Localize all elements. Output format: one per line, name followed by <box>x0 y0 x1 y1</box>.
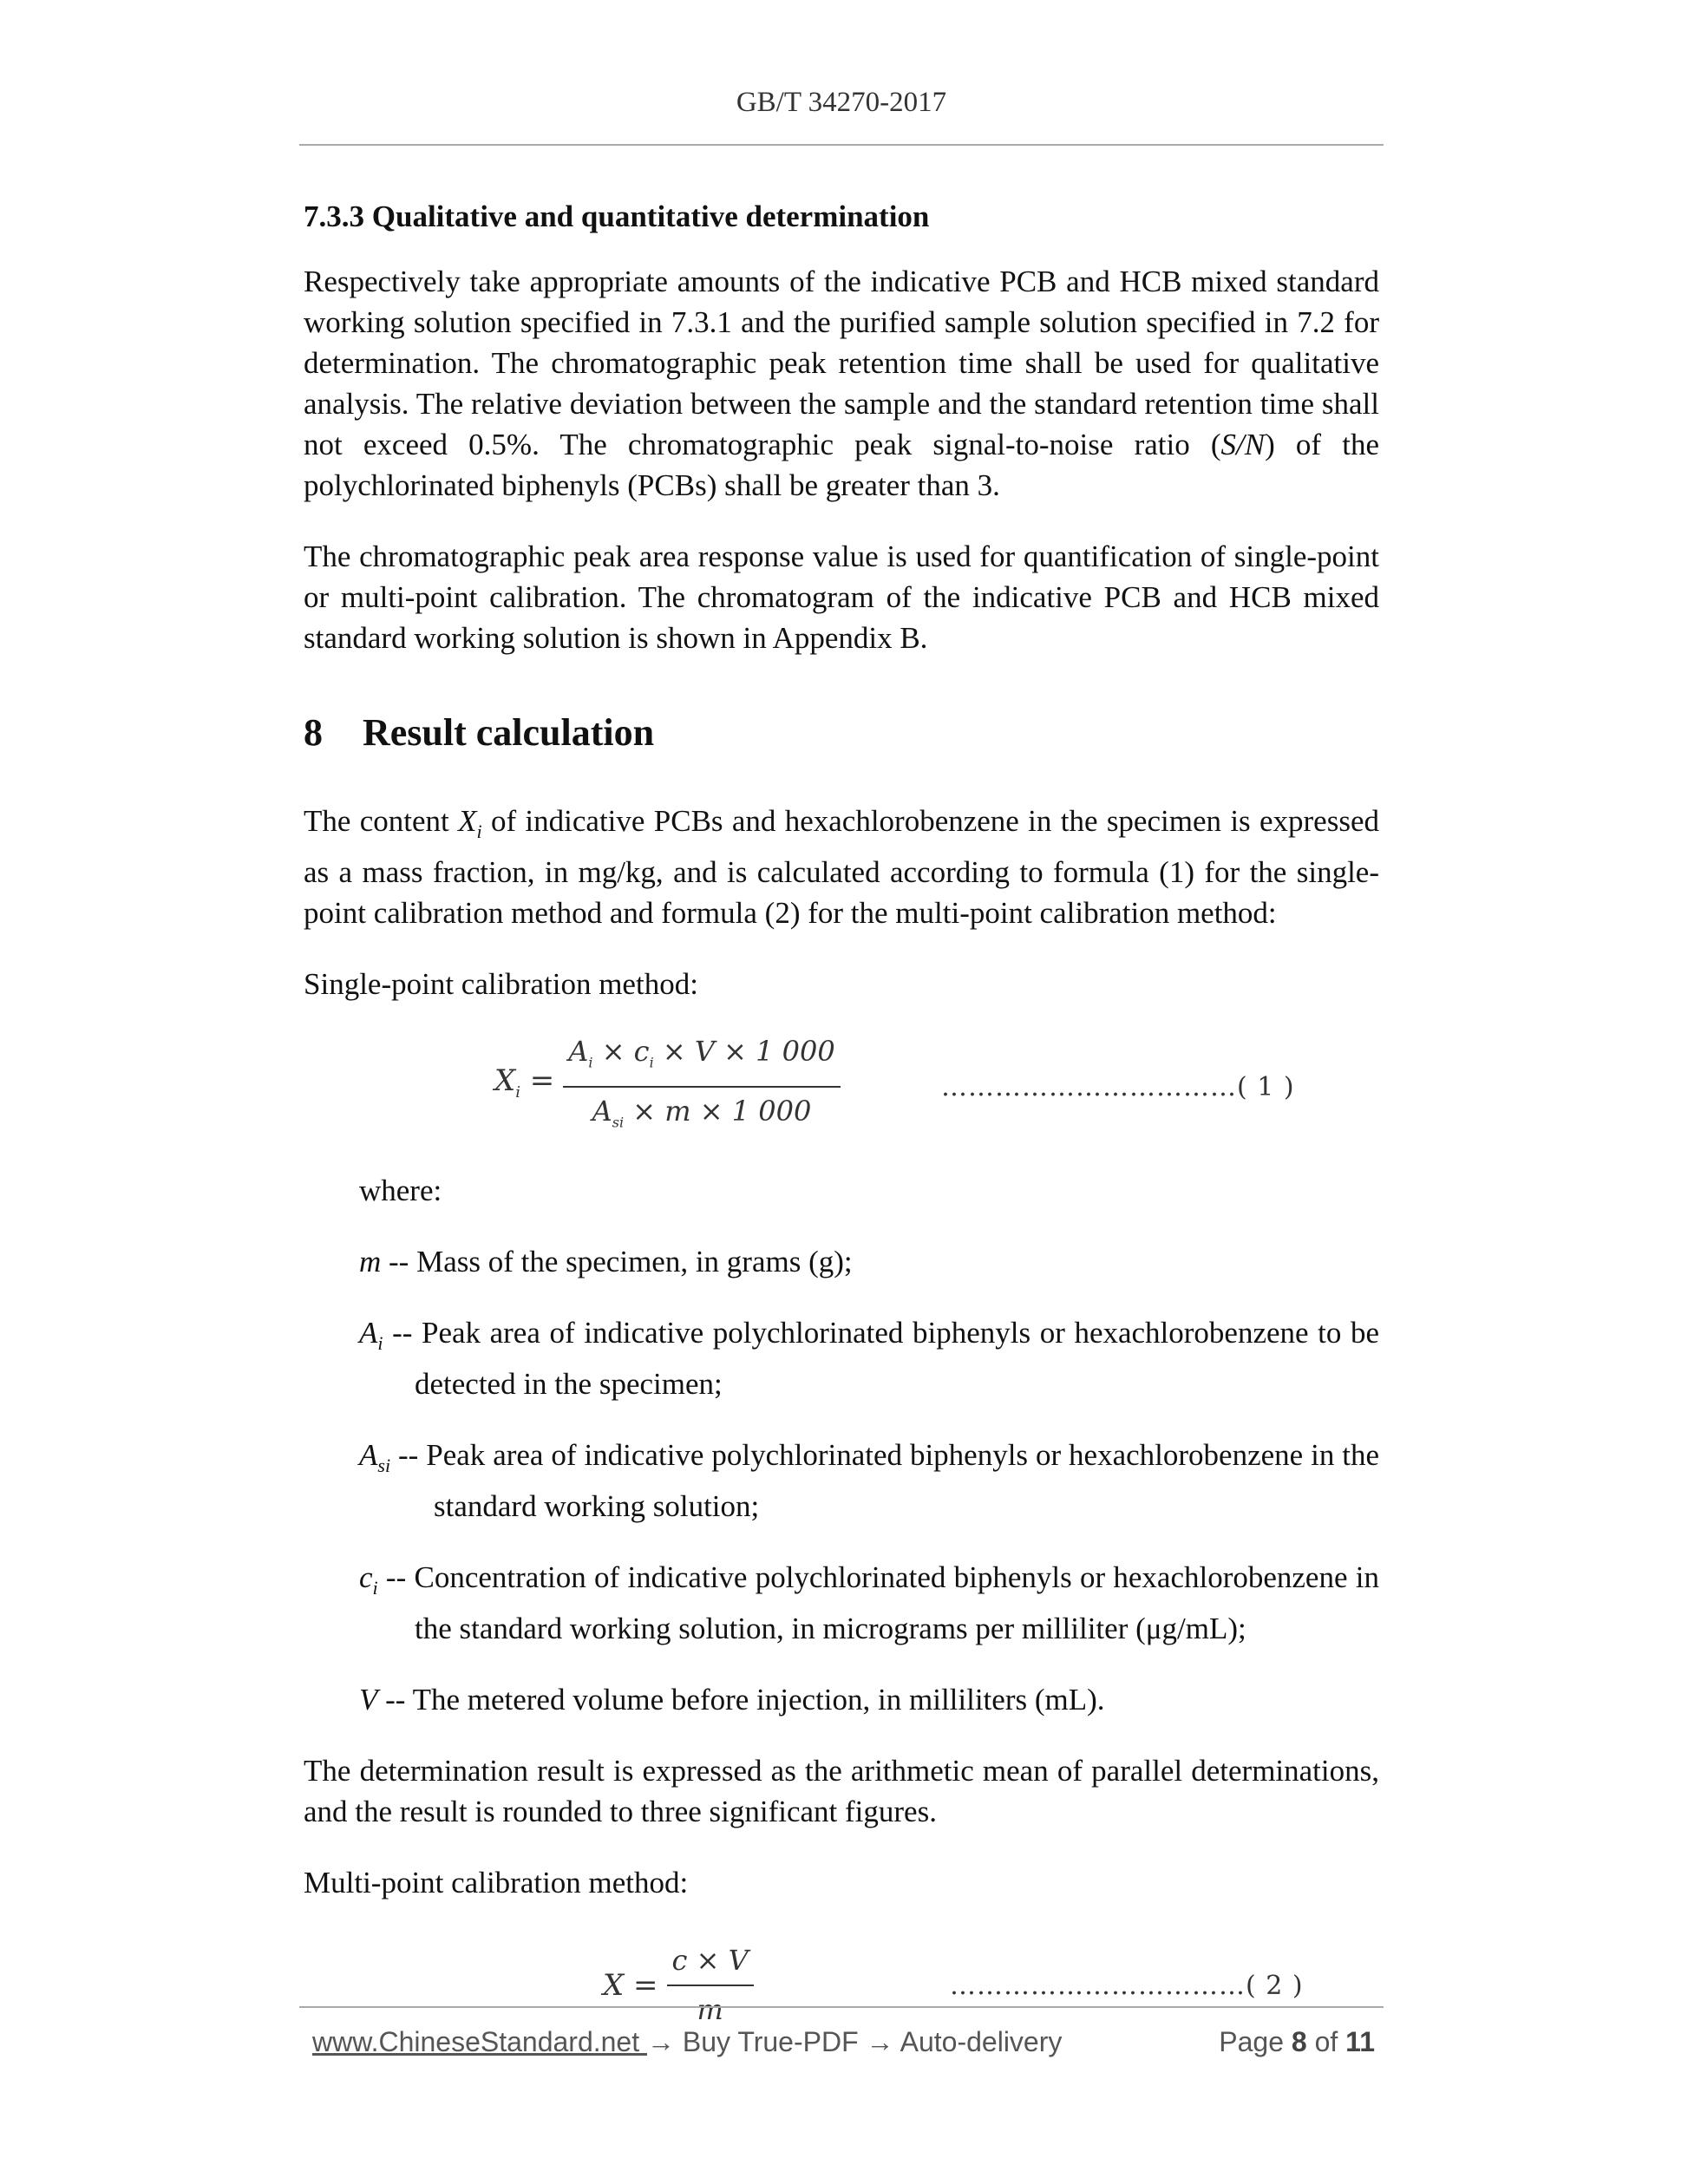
paragraph-content-intro: The content $X_i$ of indicative PCBs and hexachlorobenzene in the specimen is expressed as a mass fraction, in mg/kg, and is calculated according to formula (1) for the single-point calibration method and formula (2) for the multi-point calibration method: <box>304 804 1379 930</box>
symbol-ci: $c_i$ <box>359 1560 378 1599</box>
footer-left <box>312 2026 1062 2058</box>
purchase-note: → Buy True-PDF → Auto-delivery <box>647 2026 1063 2057</box>
formula-1-numerator: $A_i \times c_i \times V \times 1$ 000 <box>563 1031 840 1088</box>
definition-ai: $A_i$ -- Peak area of indicative polychlorinated biphenyls or hexachlorobenzene to be detected in the specimen; <box>359 1316 1379 1401</box>
document-header <box>299 87 1384 119</box>
section-7-3-3-heading: 7.3.3 Qualitative and quantitative determination <box>304 199 930 233</box>
definition-asi: $A_{si}$ -- Peak area of indicative polychlorinated biphenyls or hexachlorobenzene in the standard working solution; <box>359 1438 1379 1523</box>
chapter-8-heading <box>304 709 1379 757</box>
formula-1-fraction <box>563 1031 840 1143</box>
single-point-label: Single-point calibration method: <box>304 967 698 1001</box>
formula-2 <box>304 1933 1379 2037</box>
formula-2-number: …………………………… ( 2 ) <box>950 1970 1304 2001</box>
symbol-ai: $A_i$ <box>359 1316 383 1354</box>
current-page: 8 <box>1291 2026 1307 2057</box>
formula-2-numerator: c × V <box>667 1940 754 1986</box>
formula-1 <box>304 1035 1379 1139</box>
site-link[interactable]: www.ChineseStandard.net <box>312 2026 647 2057</box>
formula-2-fraction <box>667 1940 754 2030</box>
formula-2-denominator: m <box>697 1993 723 2026</box>
page-footer <box>312 2026 1375 2058</box>
paragraph-result-expression: The determination result is expressed as the arithmetic mean of parallel determinations, and the result is rounded to three significant figures. <box>304 1754 1379 1828</box>
chapter-number: 8 <box>304 711 323 754</box>
multi-point-label: Multi-point calibration method: <box>304 1866 689 1900</box>
symbol-m: m <box>359 1245 382 1278</box>
page-indicator: Page 8 of 11 <box>1219 2026 1375 2057</box>
footer-rule <box>299 2006 1384 2008</box>
standard-code: GB/T 34270-2017 <box>736 87 947 118</box>
xi-symbol: $X_i$ <box>458 804 482 842</box>
definition-v: V -- The metered volume before injection, in milliliters (mL). <box>359 1683 1105 1716</box>
total-pages: 11 <box>1345 2026 1375 2057</box>
chapter-title: Result calculation <box>363 711 655 754</box>
formula-1-number: …………………………… ( 1 ) <box>941 1071 1295 1102</box>
paragraph-quantification: The chromatographic peak area response value is used for quantification of single-point or multi-point calibration. The chromatogram of the indicative PCB and HCB mixed standard working solution is shown in Appendix B. <box>304 539 1379 655</box>
definition-ci: $c_i$ -- Concentration of indicative polychlorinated biphenyls or hexachlorobenzene in the standard working solution, in micrograms per milliliter (μg/mL); <box>359 1560 1379 1645</box>
formula-2-lhs: X = <box>603 1967 658 2003</box>
where-label: where: <box>359 1174 442 1207</box>
definition-m: m -- Mass of the specimen, in grams (g); <box>359 1245 853 1278</box>
sn-ratio-symbol: S/N <box>1220 428 1266 461</box>
header-rule <box>299 144 1384 146</box>
symbol-asi: $A_{si}$ <box>359 1438 391 1476</box>
formula-1-denominator: $A_{si} \times m \times 1$ 000 <box>592 1095 812 1131</box>
paragraph-determination: Respectively take appropriate amounts of the indicative PCB and HCB mixed standard working solution specified in 7.3.1 and the purified sample solution specified in 7.2 for determination. The chromatographic peak retention time shall be used for qualitative analysis. The relative deviation between the sample and the standard retention time shall not exceed 0.5%. The chromatographic peak signal-to-noise ratio (S/N) of the polychlorinated biphenyls (PCBs) shall be greater than 3. <box>304 265 1379 502</box>
symbol-v: V <box>359 1683 378 1716</box>
formula-1-lhs: $X_i$ = <box>494 1063 555 1102</box>
page-content <box>304 191 1379 2069</box>
